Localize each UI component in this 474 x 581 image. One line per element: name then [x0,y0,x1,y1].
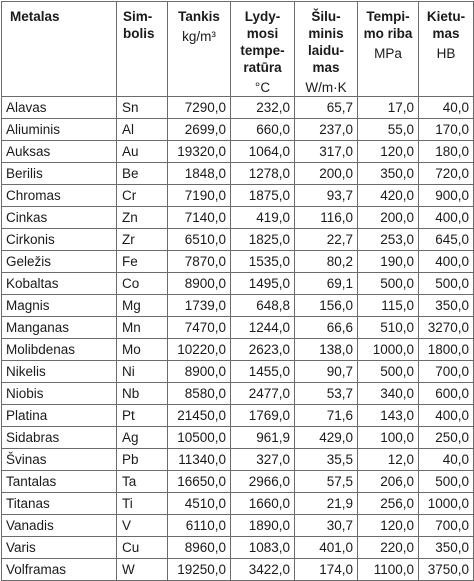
melting-point-cell: 1495,0 [231,273,295,295]
hardness-cell: 3270,0 [419,317,474,339]
tensile-strength-cell: 190,0 [358,251,419,273]
hardness-cell: 900,0 [419,185,474,207]
header-title: Sim- bolis [123,9,155,41]
symbol-cell: Sn [117,97,168,119]
table-row [2,493,474,515]
symbol-cell: Cu [117,537,168,559]
density-cell: 19320,0 [168,141,231,163]
symbol-cell: Co [117,273,168,295]
metal-name-cell: Sidabras [2,427,117,449]
hardness-cell: 180,0 [419,141,474,163]
symbol-cell: Nb [117,383,168,405]
density-cell: 7290,0 [168,97,231,119]
header-tensile-strength [358,2,419,97]
metal-name-cell: Manganas [2,317,117,339]
hardness-cell: 645,0 [419,229,474,251]
metal-name-cell: Molibdenas [2,339,117,361]
table-row [2,427,474,449]
hardness-cell: 3750,0 [419,559,474,581]
tensile-strength-cell: 120,0 [358,515,419,537]
thermal-conductivity-cell: 237,0 [295,119,358,141]
thermal-conductivity-cell: 30,7 [295,515,358,537]
hardness-cell: 1000,0 [419,493,474,515]
table-row [2,97,474,119]
metal-name-cell: Aliuminis [2,119,117,141]
melting-point-cell: 2966,0 [231,471,295,493]
thermal-conductivity-cell: 69,1 [295,273,358,295]
header-density [168,2,231,97]
thermal-conductivity-cell: 174,0 [295,559,358,581]
hardness-cell: 1800,0 [419,339,474,361]
hardness-cell: 40,0 [419,449,474,471]
symbol-cell: Ti [117,493,168,515]
symbol-cell: Fe [117,251,168,273]
header-unit: °C [254,80,271,95]
hardness-cell: 350,0 [419,295,474,317]
header-title: Kietu- mas [426,9,466,41]
symbol-cell: Ag [117,427,168,449]
melting-point-cell: 1769,0 [231,405,295,427]
density-cell: 4510,0 [168,493,231,515]
hardness-cell: 250,0 [419,427,474,449]
hardness-cell: 40,0 [419,97,474,119]
melting-point-cell: 1244,0 [231,317,295,339]
tensile-strength-cell: 220,0 [358,537,419,559]
density-cell: 7870,0 [168,251,231,273]
metal-name-cell: Niobis [2,383,117,405]
thermal-conductivity-cell: 138,0 [295,339,358,361]
tensile-strength-cell: 253,0 [358,229,419,251]
thermal-conductivity-cell: 429,0 [295,427,358,449]
header-hardness [419,2,474,97]
density-cell: 6110,0 [168,515,231,537]
header-title: Šilu- minis laidu- mas [308,9,344,75]
header-melting-point [231,2,295,97]
table-row [2,185,474,207]
density-cell: 1848,0 [168,163,231,185]
metal-name-cell: Chromas [2,185,117,207]
metal-name-cell: Geležis [2,251,117,273]
metal-name-cell: Titanas [2,493,117,515]
table-row [2,405,474,427]
table-row [2,383,474,405]
table-row [2,471,474,493]
table-row [2,273,474,295]
symbol-cell: Pt [117,405,168,427]
melting-point-cell: 1535,0 [231,251,295,273]
symbol-cell: Ni [117,361,168,383]
metal-name-cell: Cirkonis [2,229,117,251]
table-row [2,537,474,559]
melting-point-cell: 232,0 [231,97,295,119]
header-title: Tankis [178,9,220,24]
thermal-conductivity-cell: 317,0 [295,141,358,163]
symbol-cell: W [117,559,168,581]
header-metal [2,2,117,97]
table-row [2,163,474,185]
metal-name-cell: Kobaltas [2,273,117,295]
metal-name-cell: Volframas [2,559,117,581]
thermal-conductivity-cell: 156,0 [295,295,358,317]
tensile-strength-cell: 420,0 [358,185,419,207]
metals-table [1,1,474,581]
symbol-cell: Mg [117,295,168,317]
thermal-conductivity-cell: 53,7 [295,383,358,405]
tensile-strength-cell: 12,0 [358,449,419,471]
thermal-conductivity-cell: 65,7 [295,97,358,119]
symbol-cell: Be [117,163,168,185]
melting-point-cell: 1875,0 [231,185,295,207]
table-row [2,141,474,163]
header-row [2,2,474,97]
density-cell: 6510,0 [168,229,231,251]
header-unit: kg/m³ [182,29,216,44]
thermal-conductivity-cell: 66,6 [295,317,358,339]
thermal-conductivity-cell: 93,7 [295,185,358,207]
hardness-cell: 700,0 [419,361,474,383]
hardness-cell: 720,0 [419,163,474,185]
density-cell: 10220,0 [168,339,231,361]
table-row [2,229,474,251]
tensile-strength-cell: 120,0 [358,141,419,163]
symbol-cell: Mn [117,317,168,339]
melting-point-cell: 1064,0 [231,141,295,163]
melting-point-cell: 648,8 [231,295,295,317]
melting-point-cell: 1455,0 [231,361,295,383]
thermal-conductivity-cell: 116,0 [295,207,358,229]
thermal-conductivity-cell: 90,7 [295,361,358,383]
header-symbol [117,2,168,97]
header-thermal-conductivity [295,2,358,97]
tensile-strength-cell: 1000,0 [358,339,419,361]
density-cell: 7140,0 [168,207,231,229]
hardness-cell: 700,0 [419,515,474,537]
tensile-strength-cell: 206,0 [358,471,419,493]
header-title: Metalas [10,9,60,24]
metal-name-cell: Švinas [2,449,117,471]
density-cell: 1739,0 [168,295,231,317]
tensile-strength-cell: 500,0 [358,273,419,295]
melting-point-cell: 1278,0 [231,163,295,185]
melting-point-cell: 1083,0 [231,537,295,559]
table-row [2,515,474,537]
table-row [2,119,474,141]
hardness-cell: 170,0 [419,119,474,141]
hardness-cell: 400,0 [419,405,474,427]
header-unit: W/m·K [305,80,347,95]
thermal-conductivity-cell: 80,2 [295,251,358,273]
metal-name-cell: Auksas [2,141,117,163]
melting-point-cell: 3422,0 [231,559,295,581]
density-cell: 16650,0 [168,471,231,493]
metal-name-cell: Vanadis [2,515,117,537]
thermal-conductivity-cell: 401,0 [295,537,358,559]
melting-point-cell: 961,9 [231,427,295,449]
density-cell: 7190,0 [168,185,231,207]
tensile-strength-cell: 200,0 [358,207,419,229]
tensile-strength-cell: 350,0 [358,163,419,185]
metal-name-cell: Magnis [2,295,117,317]
tensile-strength-cell: 115,0 [358,295,419,317]
tensile-strength-cell: 510,0 [358,317,419,339]
symbol-cell: Mo [117,339,168,361]
table-body [2,97,474,581]
tensile-strength-cell: 1100,0 [358,559,419,581]
tensile-strength-cell: 340,0 [358,383,419,405]
table-row [2,449,474,471]
metal-name-cell: Varis [2,537,117,559]
header-title: Lydy- mosi tempe- ratūra [240,9,285,75]
hardness-cell: 400,0 [419,251,474,273]
table-row [2,339,474,361]
melting-point-cell: 2477,0 [231,383,295,405]
melting-point-cell: 1890,0 [231,515,295,537]
melting-point-cell: 327,0 [231,449,295,471]
table-row [2,207,474,229]
thermal-conductivity-cell: 35,5 [295,449,358,471]
header-title: Tempi- mo riba [363,9,413,41]
symbol-cell: Ta [117,471,168,493]
metal-name-cell: Alavas [2,97,117,119]
table-row [2,295,474,317]
density-cell: 10500,0 [168,427,231,449]
melting-point-cell: 1825,0 [231,229,295,251]
density-cell: 11340,0 [168,449,231,471]
symbol-cell: Cr [117,185,168,207]
melting-point-cell: 2623,0 [231,339,295,361]
metal-name-cell: Tantalas [2,471,117,493]
density-cell: 8960,0 [168,537,231,559]
hardness-cell: 500,0 [419,471,474,493]
tensile-strength-cell: 100,0 [358,427,419,449]
hardness-cell: 350,0 [419,537,474,559]
density-cell: 8900,0 [168,361,231,383]
tensile-strength-cell: 256,0 [358,493,419,515]
thermal-conductivity-cell: 22,7 [295,229,358,251]
thermal-conductivity-cell: 71,6 [295,405,358,427]
density-cell: 8580,0 [168,383,231,405]
symbol-cell: Al [117,119,168,141]
tensile-strength-cell: 55,0 [358,119,419,141]
table-row [2,317,474,339]
metal-name-cell: Berilis [2,163,117,185]
metal-name-cell: Cinkas [2,207,117,229]
symbol-cell: Pb [117,449,168,471]
melting-point-cell: 660,0 [231,119,295,141]
table-row [2,361,474,383]
thermal-conductivity-cell: 21,9 [295,493,358,515]
symbol-cell: Au [117,141,168,163]
symbol-cell: Zn [117,207,168,229]
melting-point-cell: 1660,0 [231,493,295,515]
hardness-cell: 600,0 [419,383,474,405]
hardness-cell: 400,0 [419,207,474,229]
thermal-conductivity-cell: 200,0 [295,163,358,185]
density-cell: 8900,0 [168,273,231,295]
symbol-cell: V [117,515,168,537]
density-cell: 7470,0 [168,317,231,339]
melting-point-cell: 419,0 [231,207,295,229]
metal-name-cell: Nikelis [2,361,117,383]
symbol-cell: Zr [117,229,168,251]
tensile-strength-cell: 143,0 [358,405,419,427]
hardness-cell: 500,0 [419,273,474,295]
density-cell: 2699,0 [168,119,231,141]
table-row [2,559,474,581]
tensile-strength-cell: 17,0 [358,97,419,119]
header-unit: MPa [374,46,402,61]
thermal-conductivity-cell: 57,5 [295,471,358,493]
density-cell: 21450,0 [168,405,231,427]
table-row [2,251,474,273]
metal-name-cell: Platina [2,405,117,427]
density-cell: 19250,0 [168,559,231,581]
tensile-strength-cell: 500,0 [358,361,419,383]
header-unit: HB [436,46,456,61]
